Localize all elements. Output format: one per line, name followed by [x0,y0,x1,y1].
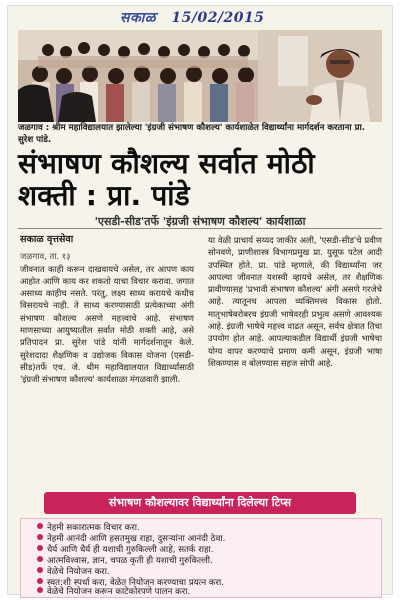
tip-text: नेहमी सकारात्मक विचार करा. [47,523,140,533]
byline: सकाळ वृत्तसेवा [20,234,74,245]
tip-text: धैर्य आणि धैर्य ही यशाची गुरुकिल्ली आहे, सतर्क राहा. [47,545,214,555]
bullet-icon [37,545,43,551]
tip-item [37,545,214,555]
tip-item [37,556,213,566]
bullet-icon [37,556,43,562]
bullet-icon [37,567,43,573]
tips-box [20,518,382,598]
bullet-icon [37,578,43,584]
tip-text: नेहमी आनंदी आणि हसतमुख राहा, दुसऱ्यांना आनंदी ठेवा. [47,534,226,544]
subheadline: 'एसडी-सीड'तर्फे 'इंग्रजी संभाषण कौशल्य' कार्यशाळा [94,215,306,228]
tip-text: आत्मविश्वास, ज्ञान, चपळ कृती ही यशाची गुरुकिल्ली. [47,556,213,566]
headline: संभाषण कौशल्य सर्वात मोठी शक्ती : प्रा. पांडे [18,147,315,212]
tip-text: वेळेचे नियोजन करा. [47,567,110,577]
newspaper-clipping [8,6,392,597]
bullet-icon [37,523,43,529]
tip-text: वेळेचे नियोजन करून काटेकोरपणे पालन करा. [47,587,191,597]
tip-text: स्वत:शी स्पर्धा करा, वेळेत नियोजन करण्याचा प्रयत्न करा. [47,578,224,588]
bullet-icon [37,587,43,593]
masthead [120,8,265,26]
tip-item [37,523,140,533]
tip-item [37,534,225,544]
tip-item [37,587,190,597]
workshop-photo [18,30,382,122]
masthead-date: 15/02/2015 [171,10,265,26]
masthead-title: सकाळ [120,10,156,26]
bullet-icon [37,534,43,540]
divider [18,228,382,229]
tip-item [37,567,110,577]
article-column-left [20,234,194,386]
article-text-left: जीवनात काही करून दाखवायचे असेल, तर आपण काय आहोत आणि काय कर शकतो याचा विचार करावा. जगात असाध्य काहीच नसते. परंतु, लक्ष्य साध्य करायचे कधीच विसरायचे नाही. ते साध्य करण्यासाठी प्रत्येकाच्या अंगी संभाषण कौशल्य असणे महत्त्वाचे आहे. संभाषण माणसाच्या आयुष्यातील सर्वात मोठी शक्ती आहे, असे प्रतिपादन प्रा. सुरेश पांडे यांनी मार्गदर्शनातून केले. सुरेशदादा शैक्षणिक व उद्योजक विकास योजना (एसडी-सीड)तर्फे एच. जे. थीम महाविद्यालयात विद्यार्थ्यांसाठी 'इंग्रजी संभाषण कौशल्य' कार्यशाळा मंगळवारी झाली. [20,263,194,385]
dateline: जळगाव, ता. १३ [20,251,71,262]
article-text-right: या वेळी प्राचार्य सय्यद जाकीर अली, 'एसडी-सीड'चे प्रवीण सोनवणे, प्राणीशास्त्र विभागप्रमुख प्रा. युसूफ पटेल आदी उपस्थित होते. प्रा. पांडे म्हणाले, की विद्यार्थ्यांना जर आपल्या जीवनात यशस्वी व्हायचे असेल, तर शैक्षणिक प्रावीण्यासह 'प्रभावी संभाषण कौशल्य' अंगी असणे गरजेचे आहे. त्यातूनच आपला व्यक्तिमत्त्व विकास होतो. मातृभाषेबरोबरच इंग्रजी भाषेवरही प्रभुत्व असणे आवश्यक आहे. इंग्रजी भाषेचे महत्त्व वाढत असून, सर्वच क्षेत्रात तिचा उपयोग होत आहे. आपल्याकडील विद्यार्थी इंग्रजी भाषेचा योग्य वापर करण्याचे प्रमाण कमी असून, इंग्रजी भाषा शिकण्यास व बोलण्यास सहज सोपी आहे. [208,235,382,368]
article-column-right [208,234,382,369]
tips-banner: संभाषण कौशल्यावर विद्यार्थ्यांना दिलेल्या टिप्स [44,492,356,514]
photo-caption: जळगाव : श्रीम महाविद्यालयात झालेल्या 'इंग्रजी संभाषण कौशल्य' कार्यशाळेत विद्यार्थ्यांना मार्गदर्शन करताना प्रा. सुरेश पांडे. [18,123,365,145]
